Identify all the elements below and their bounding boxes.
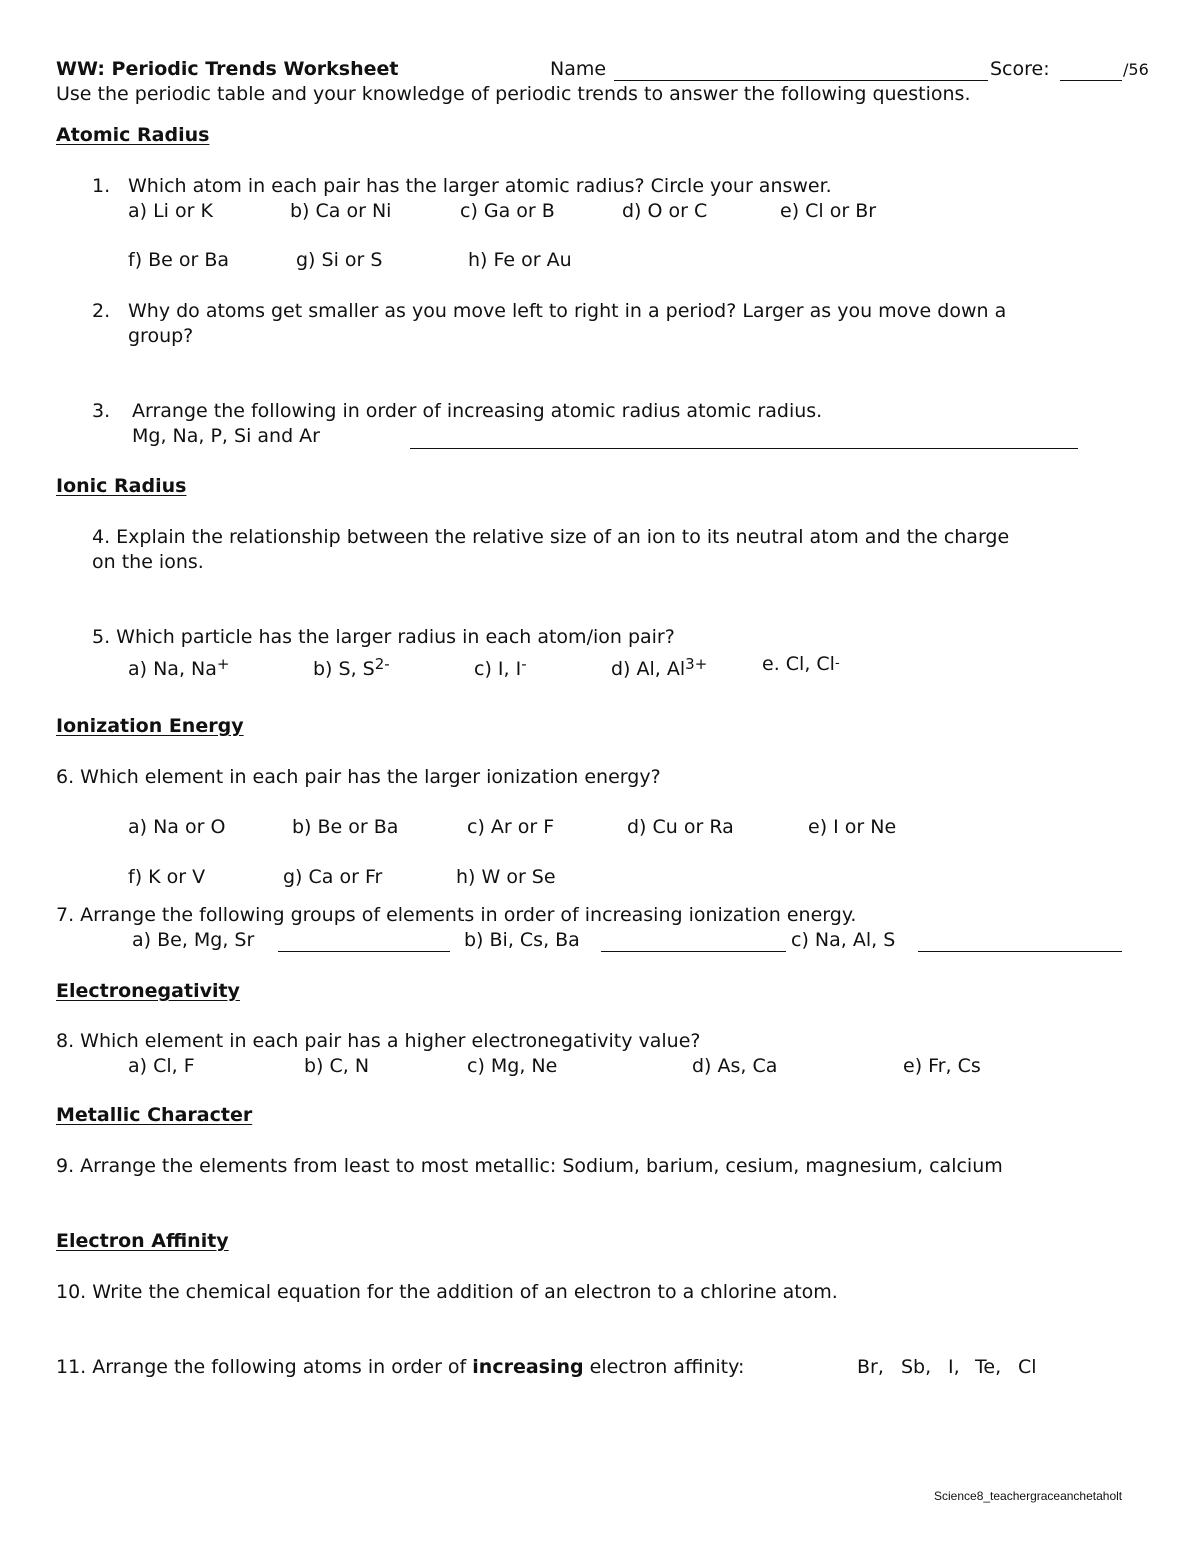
q9-text: 9. Arrange the elements from least to most metallic: Sodium, barium, cesium, magnesium, calcium xyxy=(56,1155,1003,1177)
q7-part-b: b) Bi, Cs, Ba xyxy=(464,929,580,951)
heading-ionic-radius: Ionic Radius xyxy=(56,475,187,497)
q5-option-d[interactable] xyxy=(611,655,708,680)
q1-option-h[interactable]: h) Fe or Au xyxy=(468,249,572,271)
q7-part-a: a) Be, Mg, Sr xyxy=(132,929,255,951)
q11-element-cl: Cl xyxy=(1018,1356,1037,1378)
q6-option-f[interactable]: f) K or V xyxy=(128,866,206,888)
q3-element-list: Mg, Na, P, Si and Ar xyxy=(132,425,320,447)
q6-option-a[interactable]: a) Na or O xyxy=(128,816,226,838)
name-label: Name xyxy=(550,58,607,80)
q1-number: 1. xyxy=(92,175,111,197)
q5-a-charge: + xyxy=(216,655,230,673)
q11-element-br: Br, xyxy=(857,1356,884,1378)
q5-b-charge: 2- xyxy=(374,655,390,673)
q7-part-c: c) Na, Al, S xyxy=(791,929,896,951)
q1-option-a[interactable]: a) Li or K xyxy=(128,200,213,222)
q5-d-charge: 3+ xyxy=(685,655,708,673)
q11-prefix: 11. Arrange the following atoms in order of xyxy=(56,1356,473,1378)
q8-option-a[interactable]: a) Cl, F xyxy=(128,1055,195,1077)
q1-option-g[interactable]: g) Si or S xyxy=(296,249,383,271)
score-answer-line[interactable] xyxy=(1060,80,1122,81)
q7-text: 7. Arrange the following groups of elements in order of increasing ionization energy. xyxy=(56,904,857,926)
q1-option-d[interactable]: d) O or C xyxy=(622,200,708,222)
q8-text: 8. Which element in each pair has a higher electronegativity value? xyxy=(56,1030,701,1052)
q11-suffix: electron affinity: xyxy=(583,1356,745,1378)
q11-element-te: Te, xyxy=(975,1356,1002,1378)
q5-option-c[interactable] xyxy=(474,655,527,680)
q7-a-answer-line[interactable] xyxy=(278,951,450,952)
worksheet-title: WW: Periodic Trends Worksheet xyxy=(56,58,399,80)
q1-option-f[interactable]: f) Be or Ba xyxy=(128,249,230,271)
q6-option-e[interactable]: e) I or Ne xyxy=(808,816,897,838)
q5-c-charge: - xyxy=(521,655,527,673)
q5-c-base: c) I, I xyxy=(474,658,522,680)
q10-text: 10. Write the chemical equation for the addition of an electron to a chlorine atom. xyxy=(56,1281,838,1303)
q1-option-c[interactable]: c) Ga or B xyxy=(460,200,555,222)
q3-answer-line[interactable] xyxy=(410,448,1078,449)
q5-b-base: b) S, S xyxy=(313,658,375,680)
q3-text: Arrange the following in order of increasing atomic radius atomic radius. xyxy=(132,400,823,422)
heading-electronegativity: Electronegativity xyxy=(56,980,240,1002)
footer-credit: Science8_teachergraceanchetaholt xyxy=(934,1489,1123,1503)
q2-number: 2. xyxy=(92,300,111,322)
q5-e-base: e. Cl, Cl xyxy=(762,653,835,675)
name-answer-line[interactable] xyxy=(614,80,988,81)
q5-d-base: d) Al, Al xyxy=(611,658,686,680)
q5-text: 5. Which particle has the larger radius in each atom/ion pair? xyxy=(92,626,675,648)
q6-option-c[interactable]: c) Ar or F xyxy=(467,816,555,838)
q1-option-e[interactable]: e) Cl or Br xyxy=(780,200,877,222)
heading-metallic-character: Metallic Character xyxy=(56,1104,253,1126)
q5-option-e[interactable] xyxy=(762,655,840,674)
q5-a-base: a) Na, Na xyxy=(128,658,217,680)
q8-option-e[interactable]: e) Fr, Cs xyxy=(903,1055,981,1077)
heading-electron-affinity: Electron Affinity xyxy=(56,1230,229,1252)
q7-c-answer-line[interactable] xyxy=(918,951,1122,952)
q3-number: 3. xyxy=(92,400,111,422)
q1-option-b[interactable]: b) Ca or Ni xyxy=(290,200,392,222)
q5-option-a[interactable] xyxy=(128,655,230,680)
q8-option-b[interactable]: b) C, N xyxy=(304,1055,370,1077)
q6-text: 6. Which element in each pair has the larger ionization energy? xyxy=(56,766,661,788)
q6-option-h[interactable]: h) W or Se xyxy=(456,866,556,888)
heading-atomic-radius: Atomic Radius xyxy=(56,124,210,146)
q8-option-d[interactable]: d) As, Ca xyxy=(692,1055,778,1077)
q5-e-charge: - xyxy=(834,656,840,671)
q1-text: Which atom in each pair has the larger atomic radius? Circle your answer. xyxy=(128,175,832,197)
q11-text xyxy=(56,1358,744,1377)
q11-element-sb: Sb, xyxy=(901,1356,932,1378)
q4-text-line1: 4. Explain the relationship between the relative size of an ion to its neutral atom and the charge xyxy=(92,526,1010,548)
q11-emphasis: increasing xyxy=(472,1356,584,1378)
q2-text-line2: group? xyxy=(128,325,194,347)
score-label: Score: xyxy=(990,58,1050,80)
instructions: Use the periodic table and your knowledge of periodic trends to answer the following questions. xyxy=(56,83,971,105)
q8-option-c[interactable]: c) Mg, Ne xyxy=(467,1055,558,1077)
q2-text-line1: Why do atoms get smaller as you move left to right in a period? Larger as you move down a xyxy=(128,300,1007,322)
q6-option-b[interactable]: b) Be or Ba xyxy=(292,816,399,838)
score-total: /56 xyxy=(1123,60,1149,79)
q6-option-d[interactable]: d) Cu or Ra xyxy=(627,816,734,838)
q4-text-line2: on the ions. xyxy=(92,551,204,573)
q5-option-b[interactable] xyxy=(313,655,390,680)
q7-b-answer-line[interactable] xyxy=(601,951,786,952)
q11-element-i: I, xyxy=(948,1356,960,1378)
heading-ionization-energy: Ionization Energy xyxy=(56,715,244,737)
q6-option-g[interactable]: g) Ca or Fr xyxy=(283,866,383,888)
